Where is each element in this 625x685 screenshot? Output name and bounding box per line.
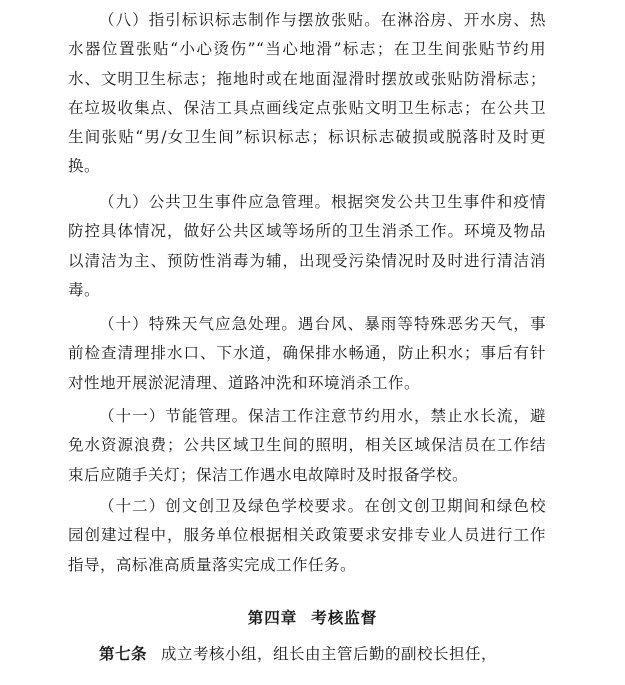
paragraph-9-public-health: （九）公共卫生事件应急管理。根据突发公共卫生事件和疫情防控具体情况，做好公共区域等场所的卫生消杀工作。环境及物品以清洁为主、预防性消毒为辅，出现受污染情况时及时进行清洁消毒。	[68, 193, 546, 299]
chapter-heading	[0, 607, 625, 629]
paragraph-10-weather: （十）特殊天气应急处理。遇台风、暴雨等特殊恶劣天气，事前检查清理排水口、下水道，确保排水畅通，防止积水；事后有针对性地开展淤泥清理、道路冲洗和环境消杀工作。	[68, 315, 546, 392]
article-number: 第七条	[99, 645, 148, 663]
chapter-number: 第四章	[247, 609, 298, 627]
paragraph-11-energy: （十一）节能管理。保洁工作注意节约用水，禁止水长流，避免水资源浪费；公共区域卫生间的照明，相关区域保洁员在工作结束后应随手关灯；保洁工作遇水电故障时及时报备学校。	[68, 407, 546, 484]
paragraph-12-green-school: （十二）创文创卫及绿色学校要求。在创文创卫期间和绿色校园创建过程中，服务单位根据相关政策要求安排专业人员进行工作指导，高标准高质量落实完成工作任务。	[68, 497, 546, 574]
chapter-title: 考核监督	[311, 609, 378, 627]
article-7	[68, 640, 546, 669]
paragraph-8-signage: （八）指引标识标志制作与摆放张贴。在淋浴房、开水房、热水器位置张贴“小心烫伤”“当心地滑”标志；在卫生间张贴节约用水、文明卫生标志；拖地时或在地面湿滑时摆放或张贴防滑标志；在垃圾收集点、保洁工具点画线定点张贴文明卫生标志；在公共卫生间张贴“男/女卫生间”标识标志；标识标志破损或脱落时及时更换。	[68, 11, 546, 176]
article-text: 成立考核小组，组长由主管后勤的副校长担任，	[161, 645, 498, 663]
